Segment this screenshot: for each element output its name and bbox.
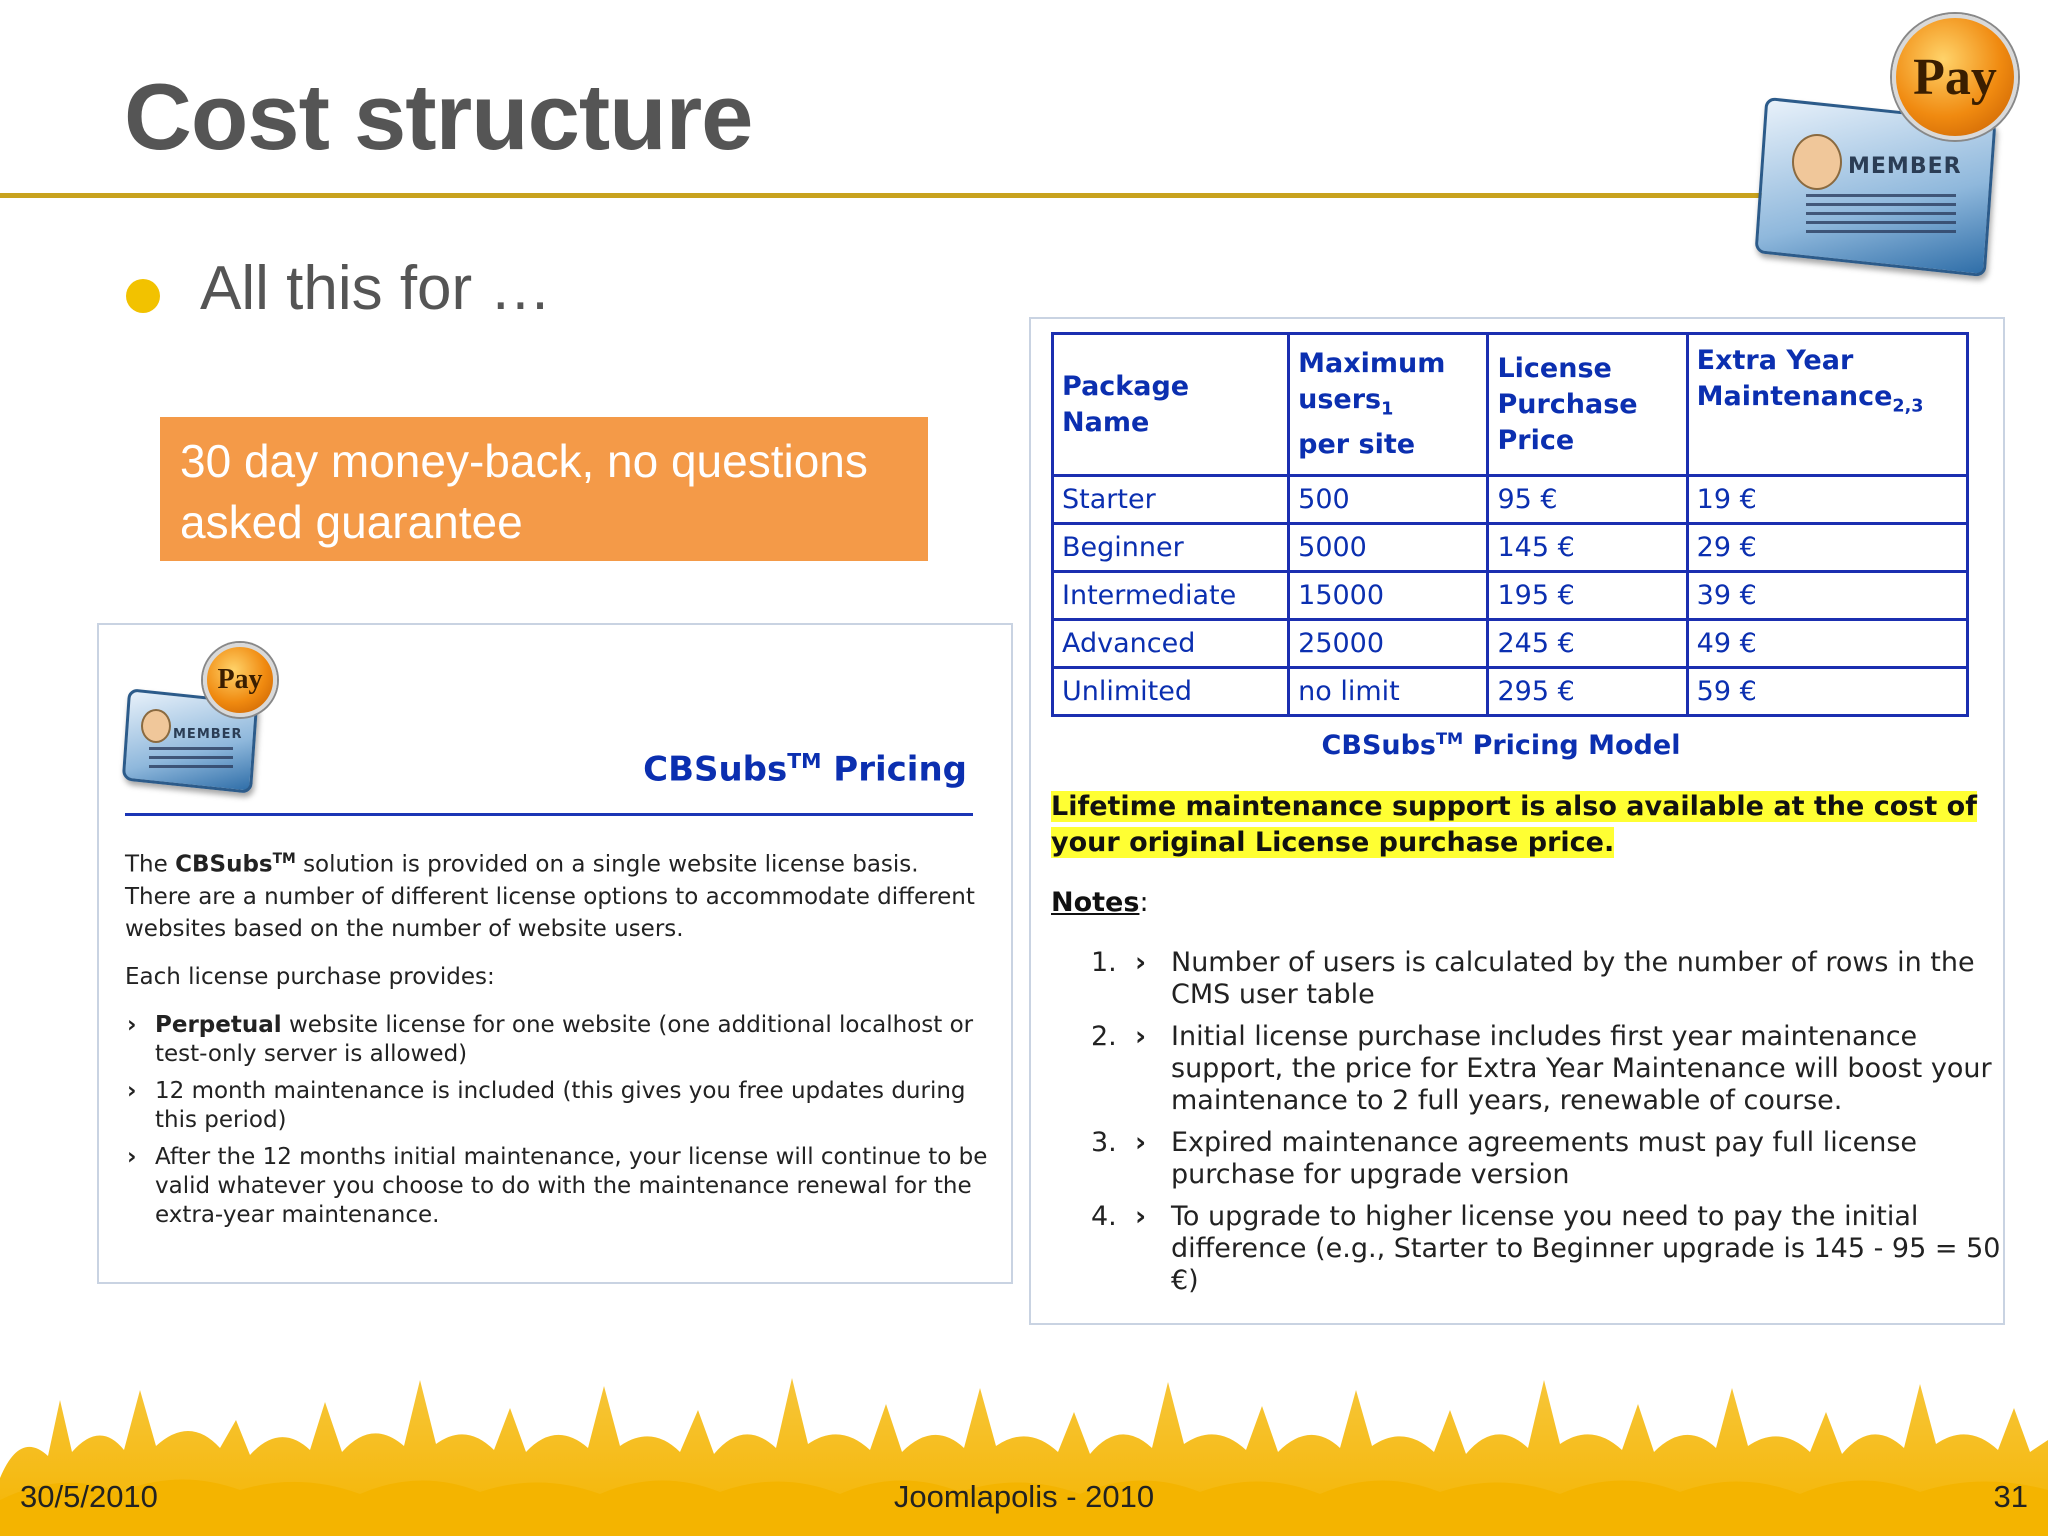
chevron-right-icon: ›	[1135, 947, 1147, 978]
pricing-heading: CBSubs™ Pricing	[643, 749, 967, 790]
header-extra-maintenance: Extra Year Maintenance$_{2,3}$	[1687, 334, 1967, 476]
table-row: Beginner 5000 145 € 29 €	[1053, 524, 1968, 572]
guarantee-box	[160, 417, 928, 561]
member-card-icon-small: MEMBER Pay	[121, 643, 281, 793]
footer-center: Joomlapolis - 2010	[893, 1479, 1155, 1514]
list-item: 3. › Expired maintenance agreements must pay full license purchase for upgrade version	[1091, 1127, 1918, 1190]
notes-label: Notes:	[1051, 887, 1149, 918]
pricing-table	[1051, 332, 1969, 717]
list-item: › 12 month maintenance is included (this gives you free updates during this period)	[127, 1078, 966, 1133]
table-caption: CBSubs™ Pricing Model	[1321, 729, 1681, 761]
pricing-intro: The CBSubs™ solution is provided on a single website license basis. There are a number of different license options to accommodate different websites based on the number of website users.	[125, 851, 975, 942]
lifetime-note: Lifetime maintenance support is also available at the cost of your original License purchase price.	[1051, 791, 1977, 858]
bullet-text: All this for …	[200, 254, 552, 323]
list-item: 1. › Number of users is calculated by the number of rows in the CMS user table	[1091, 947, 1975, 1010]
header-package-name: Package Name	[1053, 334, 1289, 476]
pricing-model-panel	[1029, 317, 2005, 1325]
chevron-right-icon: ›	[127, 1078, 137, 1104]
header-max-users: Maximum users$_1$ per site	[1289, 334, 1488, 476]
notes-list	[1091, 947, 2021, 1307]
list-item: 2. › Initial license purchase includes first year maintenance support, the price for Extra Year Maintenance will boost your maintenance to 2 full years, renewable of course.	[1091, 1021, 1992, 1116]
footer-date: 30/5/2010	[20, 1479, 158, 1514]
list-item: › After the 12 months initial maintenance, your license will continue to be valid whatever you choose to do with the maintenance renewal for the extra-year maintenance.	[127, 1144, 988, 1228]
chevron-right-icon: ›	[1135, 1127, 1147, 1158]
guarantee-text: 30 day money-back, no questions asked guarantee	[180, 435, 868, 548]
provides-label: Each license purchase provides:	[125, 964, 495, 990]
pricing-info-panel	[97, 623, 1013, 1284]
member-card-icon: MEMBER Pay	[1752, 14, 2032, 274]
pay-coin-icon: Pay	[203, 643, 277, 717]
table-row: Intermediate 15000 195 € 39 €	[1053, 572, 1968, 620]
pay-coin-icon: Pay	[1892, 14, 2018, 140]
pricing-heading-rule	[125, 813, 973, 816]
footer-page-number: 31	[1993, 1479, 2028, 1514]
list-item: 4. › To upgrade to higher license you need to pay the initial difference (e.g., Starter to Beginner upgrade is 145 - 95 = 50 €)	[1091, 1201, 2001, 1296]
table-row: Starter 500 95 € 19 €	[1053, 476, 1968, 524]
provides-list	[125, 1011, 995, 1238]
slide-title: Cost structure	[124, 64, 753, 169]
table-row: Unlimited no limit 295 € 59 €	[1053, 668, 1968, 716]
list-item: › Perpetual website license for one website (one additional localhost or test-only server is allowed)	[127, 1012, 974, 1067]
chevron-right-icon: ›	[127, 1012, 137, 1038]
chevron-right-icon: ›	[127, 1144, 137, 1170]
chevron-right-icon: ›	[1135, 1201, 1147, 1232]
table-header-row	[1053, 334, 1968, 476]
chevron-right-icon: ›	[1135, 1021, 1147, 1052]
header-license-price: License Purchase Price	[1488, 334, 1687, 476]
table-row: Advanced 25000 245 € 49 €	[1053, 620, 1968, 668]
bullet-dot-icon	[126, 279, 160, 313]
title-divider	[0, 193, 1780, 198]
